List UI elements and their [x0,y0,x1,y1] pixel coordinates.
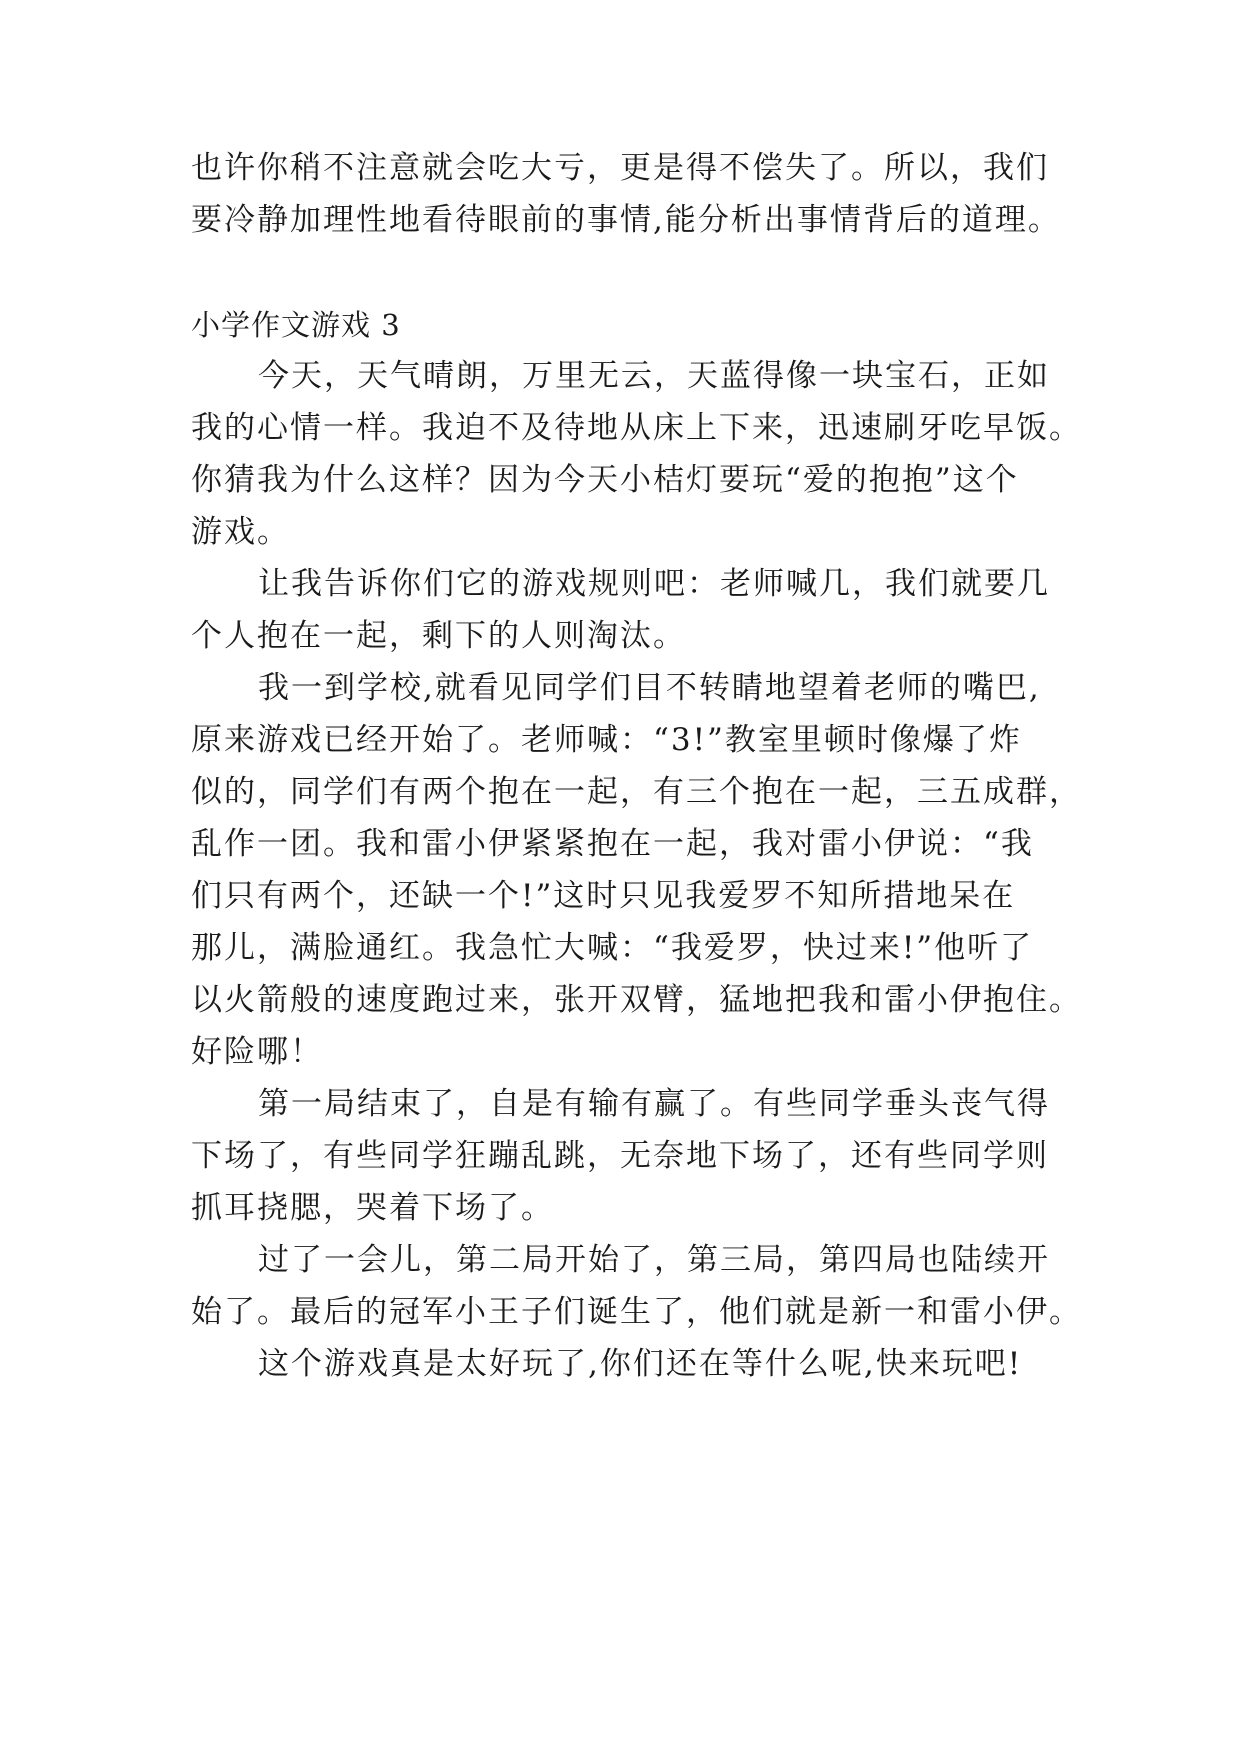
essay-title: 小学作文游戏 3 [191,308,401,342]
text-line: 今天，天气晴朗，万里无云，天蓝得像一块宝石，正如 [258,358,1050,394]
text-line: 下场了，有些同学狂蹦乱跳，无奈地下场了，还有些同学则 [191,1138,1049,1174]
text-line: 这个游戏真是太好玩了,你们还在等什么呢,快来玩吧! [258,1346,1023,1382]
text-line: 我一到学校,就看见同学们目不转睛地望着老师的嘴巴, [258,670,1041,706]
text-line: 游戏。 [191,514,290,550]
text-line: 们只有两个，还缺一个!”这时只见我爱罗不知所措地呆在 [191,878,1016,914]
text-line: 要冷静加理性地看待眼前的事情,能分析出事情背后的道理。 [191,202,1061,238]
text-line: 始了。最后的冠军小王子们诞生了，他们就是新一和雷小伊。 [191,1294,1082,1330]
text-line: 那儿，满脸通红。我急忙大喊：“我爱罗，快过来!”他听了 [191,930,1034,966]
text-line: 好险哪！ [191,1034,323,1070]
text-line: 让我告诉你们它的游戏规则吧：老师喊几，我们就要几 [258,566,1050,602]
text-line: 乱作一团。我和雷小伊紧紧抱在一起，我对雷小伊说：“我 [191,826,1034,862]
text-line: 个人抱在一起，剩下的人则淘汰。 [191,618,686,654]
text-line: 你猜我为什么这样？因为今天小桔灯要玩“爱的抱抱”这个 [191,462,1019,498]
text-line: 抓耳挠腮，哭着下场了。 [191,1190,554,1226]
text-line: 过了一会儿，第二局开始了，第三局，第四局也陆续开 [258,1242,1050,1278]
text-line: 似的，同学们有两个抱在一起，有三个抱在一起，三五成群， [191,774,1082,810]
text-line: 也许你稍不注意就会吃大亏，更是得不偿失了。所以，我们 [191,150,1049,186]
text-line: 原来游戏已经开始了。老师喊：“3!”教室里顿时像爆了炸 [191,722,1022,758]
text-line: 第一局结束了，自是有输有赢了。有些同学垂头丧气得 [258,1086,1050,1122]
text-line: 以火箭般的速度跑过来，张开双臂，猛地把我和雷小伊抱住。 [191,982,1082,1018]
text-line: 我的心情一样。我迫不及待地从床上下来，迅速刷牙吃早饭。 [191,410,1082,446]
